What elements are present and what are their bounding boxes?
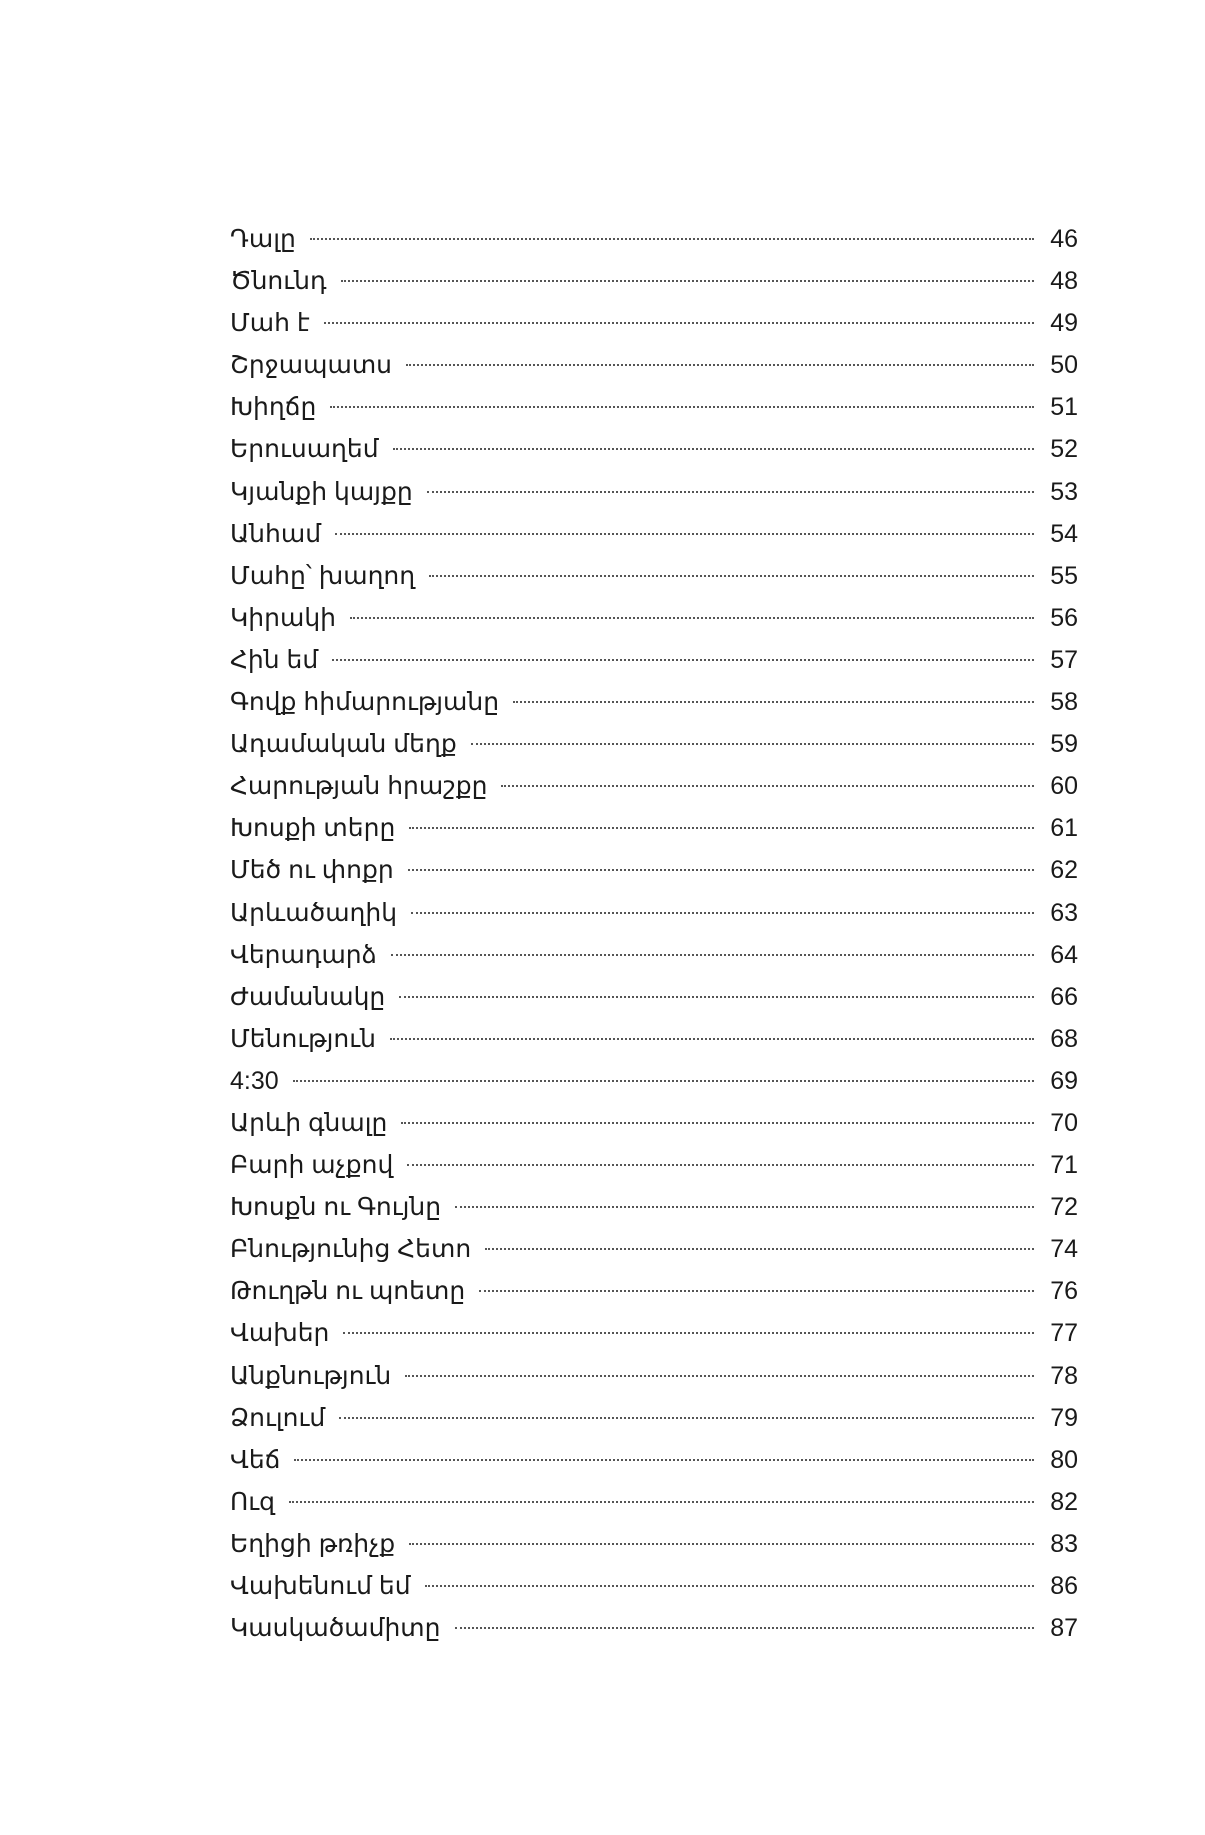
toc-entry xyxy=(230,807,1078,849)
toc-entry xyxy=(230,555,1078,597)
toc-entry xyxy=(230,344,1078,386)
dot-leader xyxy=(294,1459,1034,1461)
toc-entry-page-number: 49 xyxy=(1050,309,1078,338)
toc-entry xyxy=(230,849,1078,891)
toc-entry-title: Վախեր xyxy=(230,1319,330,1348)
toc-entry xyxy=(230,513,1078,555)
dot-leader xyxy=(401,1122,1034,1124)
toc-entry xyxy=(230,1102,1078,1144)
dot-leader xyxy=(455,1206,1034,1208)
toc-entry-title: Կասկածամիտը xyxy=(230,1614,441,1643)
toc-entry-page-number: 48 xyxy=(1050,267,1078,296)
toc-entry xyxy=(230,1439,1078,1481)
toc-entry-title: Անհամ xyxy=(230,519,322,548)
toc-entry-title: 4:30 xyxy=(230,1066,279,1095)
toc-entry-title: Խիղճը xyxy=(230,393,317,422)
toc-entry-page-number: 57 xyxy=(1050,645,1078,674)
toc-entry-title: Ժամանակը xyxy=(230,982,386,1011)
toc-entry-title: Եղիցի թռիչք xyxy=(230,1529,396,1558)
dot-leader xyxy=(289,1501,1034,1503)
toc-entry-page-number: 77 xyxy=(1050,1319,1078,1348)
toc-entry-title: Բարի աչքով xyxy=(230,1151,394,1180)
dot-leader xyxy=(501,785,1034,787)
toc-entry xyxy=(230,1018,1078,1060)
dot-leader xyxy=(390,1038,1034,1040)
toc-entry-title: Հարության հրաշքը xyxy=(230,772,488,801)
dot-leader xyxy=(293,1080,1034,1082)
toc-entry xyxy=(230,1481,1078,1523)
toc-entry xyxy=(230,260,1078,302)
toc-entry-title: Մահ է xyxy=(230,309,310,338)
dot-leader xyxy=(343,1332,1034,1334)
toc-entry-page-number: 78 xyxy=(1050,1361,1078,1390)
dot-leader xyxy=(485,1248,1034,1250)
toc-entry-page-number: 80 xyxy=(1050,1445,1078,1474)
toc-entry-title: Ձուլում xyxy=(230,1403,326,1432)
toc-entry-title: Կիրակի xyxy=(230,603,337,632)
toc-entry-page-number: 55 xyxy=(1050,561,1078,590)
toc-entry-page-number: 86 xyxy=(1050,1572,1078,1600)
toc-entry-title: Վերադարձ xyxy=(230,940,377,969)
toc-entry xyxy=(230,681,1078,723)
toc-entry-page-number: 46 xyxy=(1050,225,1078,253)
toc-entry-page-number: 74 xyxy=(1050,1235,1078,1264)
toc-entry-title: Թուղթն ու պոետը xyxy=(230,1277,466,1306)
dot-leader xyxy=(350,617,1034,619)
toc-entry xyxy=(230,1565,1078,1607)
toc-entry-page-number: 68 xyxy=(1050,1024,1078,1053)
toc-entry-title: Հին եմ xyxy=(230,645,319,674)
toc-entry-title: Շրջապատս xyxy=(230,351,393,380)
toc-entry-title: Ծնունդ xyxy=(230,267,327,296)
toc-entry-page-number: 64 xyxy=(1050,940,1078,969)
toc-entry-page-number: 51 xyxy=(1050,393,1078,422)
toc-entry-page-number: 63 xyxy=(1050,898,1078,927)
toc-entry-title: Ուզ xyxy=(230,1487,276,1516)
dot-leader xyxy=(409,1543,1034,1545)
toc-entry xyxy=(230,934,1078,976)
toc-entry-page-number: 69 xyxy=(1050,1066,1078,1095)
table-of-contents xyxy=(230,218,1078,1649)
toc-entry-title: Մահը՝ խաղող xyxy=(230,561,416,590)
dot-leader xyxy=(310,238,1034,240)
dot-leader xyxy=(409,827,1034,829)
toc-entry-title: Վախենում եմ xyxy=(230,1572,411,1600)
toc-entry-page-number: 66 xyxy=(1050,982,1078,1011)
toc-entry xyxy=(230,723,1078,765)
toc-entry-page-number: 61 xyxy=(1050,814,1078,843)
toc-entry xyxy=(230,1607,1078,1649)
toc-entry-page-number: 82 xyxy=(1050,1487,1078,1516)
toc-entry xyxy=(230,639,1078,681)
toc-entry-page-number: 76 xyxy=(1050,1277,1078,1306)
toc-entry xyxy=(230,1144,1078,1186)
toc-entry-page-number: 87 xyxy=(1050,1614,1078,1643)
toc-entry-page-number: 53 xyxy=(1050,477,1078,506)
toc-entry xyxy=(230,218,1078,260)
dot-leader xyxy=(405,1375,1034,1377)
toc-entry-title: Արևի գնալը xyxy=(230,1108,388,1137)
dot-leader xyxy=(399,996,1034,998)
toc-entry-page-number: 79 xyxy=(1050,1403,1078,1432)
toc-entry-page-number: 70 xyxy=(1050,1108,1078,1137)
toc-entry-title: Արևածաղիկ xyxy=(230,898,398,927)
toc-entry xyxy=(230,386,1078,428)
dot-leader xyxy=(407,1164,1034,1166)
toc-entry xyxy=(230,1312,1078,1354)
dot-leader xyxy=(411,912,1034,914)
toc-entry xyxy=(230,1228,1078,1270)
dot-leader xyxy=(393,448,1034,450)
toc-entry-page-number: 59 xyxy=(1050,730,1078,759)
toc-entry-title: Գովք հիմարությանը xyxy=(230,688,500,717)
toc-entry-page-number: 62 xyxy=(1050,856,1078,885)
dot-leader xyxy=(513,701,1034,703)
toc-entry-page-number: 60 xyxy=(1050,772,1078,801)
toc-entry-title: Անքնություն xyxy=(230,1361,392,1390)
toc-entry-title: Ադամական մեղք xyxy=(230,730,457,759)
dot-leader xyxy=(332,659,1034,661)
dot-leader xyxy=(455,1627,1035,1629)
toc-entry xyxy=(230,597,1078,639)
toc-entry xyxy=(230,1397,1078,1439)
toc-entry xyxy=(230,1270,1078,1312)
dot-leader xyxy=(341,280,1034,282)
toc-entry-title: Բնությունից Հետո xyxy=(230,1235,472,1264)
toc-entry-title: Երուսաղեմ xyxy=(230,435,379,464)
dot-leader xyxy=(406,364,1034,366)
toc-entry-page-number: 58 xyxy=(1050,688,1078,717)
toc-entry xyxy=(230,1060,1078,1102)
toc-entry-page-number: 52 xyxy=(1050,435,1078,464)
toc-entry-page-number: 54 xyxy=(1050,519,1078,548)
dot-leader xyxy=(330,406,1034,408)
toc-entry xyxy=(230,765,1078,807)
toc-entry xyxy=(230,892,1078,934)
toc-entry xyxy=(230,471,1078,513)
toc-entry-title: Խոսքն ու Գույնը xyxy=(230,1193,442,1222)
toc-entry xyxy=(230,1355,1078,1397)
dot-leader xyxy=(479,1290,1034,1292)
toc-entry xyxy=(230,1186,1078,1228)
dot-leader xyxy=(427,491,1034,493)
toc-entry-page-number: 83 xyxy=(1050,1529,1078,1558)
dot-leader xyxy=(335,533,1034,535)
toc-entry-title: Կյանքի կայքը xyxy=(230,477,413,506)
toc-entry-title: Խոսքի տերը xyxy=(230,814,396,843)
dot-leader xyxy=(425,1585,1034,1587)
toc-entry-title: Դալը xyxy=(230,225,296,253)
toc-entry xyxy=(230,428,1078,470)
dot-leader xyxy=(429,575,1034,577)
toc-entry-page-number: 56 xyxy=(1050,603,1078,632)
toc-entry-page-number: 72 xyxy=(1050,1193,1078,1222)
toc-entry xyxy=(230,302,1078,344)
toc-entry-title: Մեծ ու փոքր xyxy=(230,856,394,885)
dot-leader xyxy=(339,1417,1034,1419)
toc-entry-page-number: 50 xyxy=(1050,351,1078,380)
dot-leader xyxy=(391,954,1034,956)
dot-leader xyxy=(408,869,1034,871)
toc-entry xyxy=(230,1523,1078,1565)
toc-entry-title: Վեճ xyxy=(230,1445,281,1474)
toc-entry xyxy=(230,976,1078,1018)
dot-leader xyxy=(471,743,1034,745)
toc-entry-title: Մենություն xyxy=(230,1024,376,1053)
dot-leader xyxy=(324,322,1034,324)
toc-entry-page-number: 71 xyxy=(1050,1151,1078,1180)
